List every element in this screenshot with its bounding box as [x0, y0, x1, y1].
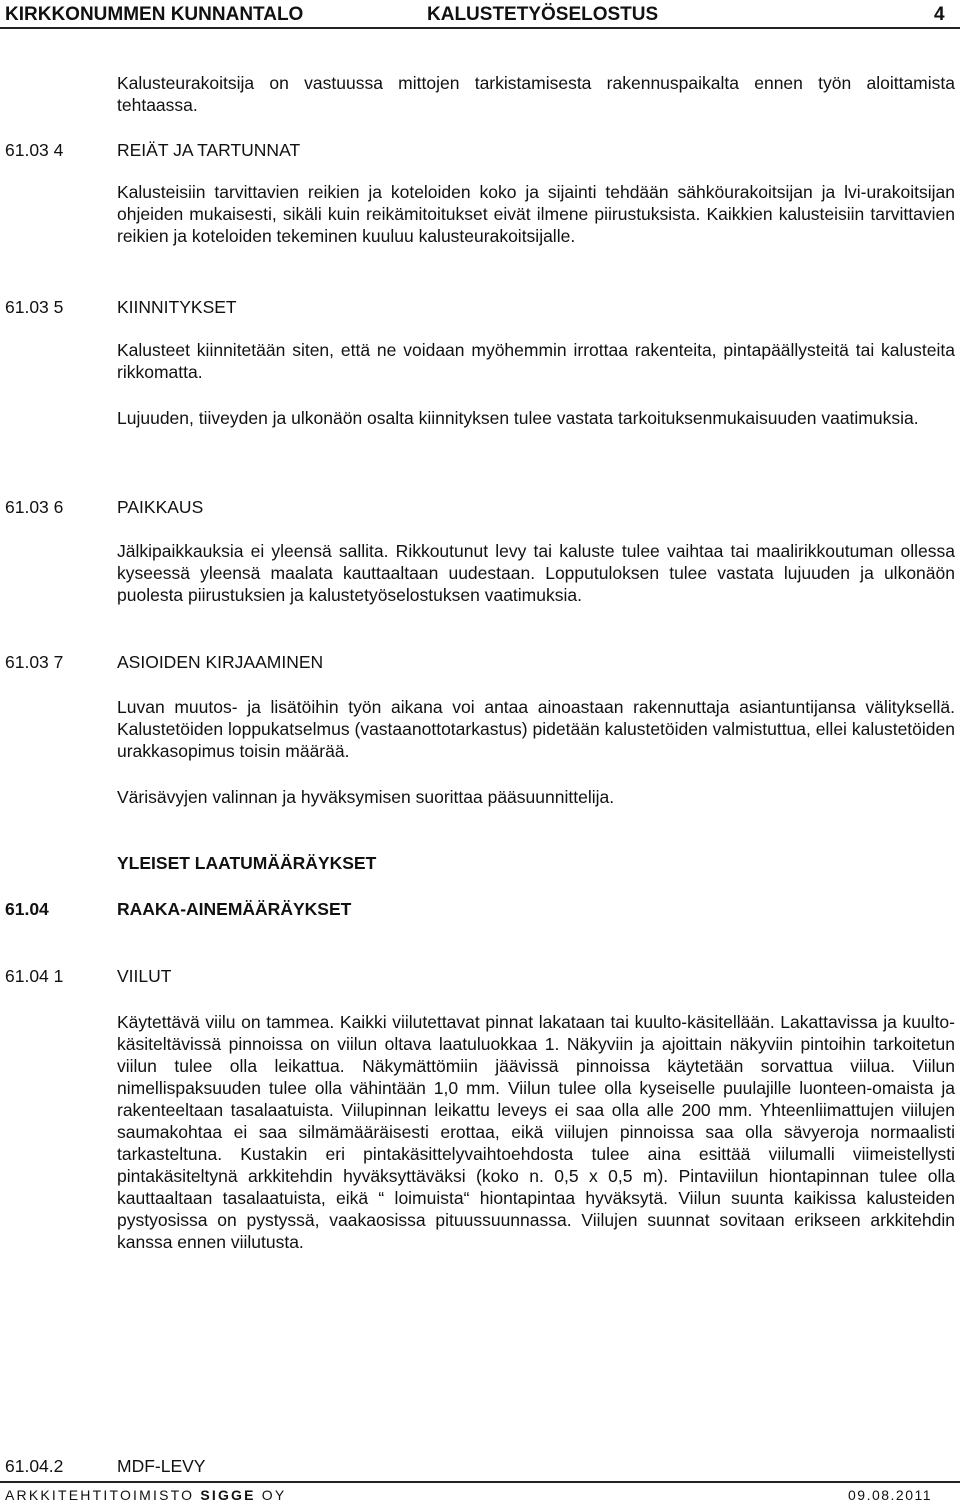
section-number: 61.03 5 — [5, 297, 64, 317]
footer-firm-name: SIGGE — [200, 1487, 256, 1503]
general-heading: YLEISET LAATUMÄÄRÄYKSET — [117, 853, 377, 873]
section-title: MDF-LEVY — [117, 1456, 206, 1476]
header-rule — [0, 27, 960, 29]
section-title: REIÄT JA TARTUNNAT — [117, 140, 301, 160]
section-paragraph: Kalusteisiin tarvittavien reikien ja koteloiden koko ja sijainti tehdään sähköurakoitsijan ja lvi-urakoitsijan ohjeiden mukaisesti, sikäli kuin reikämitoitukset eivät ilmene piirustuksista. Kaikkien kalusteisiin tarvittavien reikien ja koteloiden tekeminen kuuluu kalusteurakoitsijalle. — [117, 182, 955, 246]
section-title: PAIKKAUS — [117, 497, 204, 517]
section-paragraph: Kalusteet kiinnitetään siten, että ne voidaan myöhemmin irrottaa rakenteita, pintapäällysteitä tai kalusteita rikkomatta. — [117, 340, 955, 382]
section-number: 61.03 4 — [5, 140, 64, 160]
footer-rule — [0, 1481, 960, 1483]
section-paragraph: Lujuuden, tiiveyden ja ulkonäön osalta kiinnityksen tulee vastata tarkoituksenmukaisuuden vaatimuksia. — [117, 408, 919, 428]
intro-paragraph: Kalusteurakoitsija on vastuussa mittojen tarkistamisesta rakennuspaikalta ennen työn aloittamista tehtaassa. — [117, 73, 955, 115]
header-document-title: KALUSTETYÖSELOSTUS — [427, 4, 659, 25]
section-title: VIILUT — [117, 966, 172, 986]
footer-firm-prefix: ARKKITEHTITOIMISTO — [5, 1487, 201, 1503]
section-paragraph: Jälkipaikkauksia ei yleensä sallita. Rikkoutunut levy tai kaluste tulee vaihtaa tai maalirikkoutuman ollessa kyseessä yleensä maalata kauttaaltaan uudestaan. Lopputuloksen tulee vastata lujuuden ja ulkonäön puolesta piirustuksien ja kalustetyöselostuksen vaatimuksia. — [117, 541, 955, 605]
section-title: ASIOIDEN KIRJAAMINEN — [117, 652, 324, 672]
footer-date: 09.08.2011 — [848, 1487, 933, 1503]
section-number: 61.04 1 — [5, 966, 64, 986]
header-page-number: 4 — [934, 4, 945, 25]
chapter-title: RAAKA-AINEMÄÄRÄYKSET — [117, 899, 352, 919]
section-title: KIINNITYKSET — [117, 297, 237, 317]
section-paragraph: Käytettävä viilu on tammea. Kaikki viilutettavat pinnat lakataan tai kuulto-käsitellään. Lakattavissa ja kuulto-käsiteltävissä pinnoissa on viilun oltava laatuluokkaa 1. Näkyviin ja ajoittain näkyviin pintoihin tarkoitetun viilun tulee olla leikattua. Näkymättömiin jäävissä pinnoissa käytetään sorvattua viilua. Viilun nimellispaksuuden tulee olla vähintään 1,0 mm. Viilun tulee olla kyseiselle puulajille luonteen-omaista ja rakenteeltaan tasalaatuista. Viilupinnan leikattu leveys ei saa olla alle 200 mm. Yhteenliimattujen viilujen saumakohtaa ei saa silmämääräisesti erottaa, eikä viilujen pinnoissa saa olla sävyeroja normaalisti tarkasteltuna. Kustakin eri pintakäsittelyvaihtoehdosta tulee aina esittää viilumalli viimeistellysti pintakäsiteltynä arkkitehdin hyväksyttäväksi (koko n. 0,5 x 0,5 m). Pintaviilun hiontapinnan tulee olla kauttaaltaan tasalaatuista, eikä “ loimuista“ hiontapintaa hyväksytä. Viilun suunta kaikissa kalusteiden pystyosissa on pystyssä, vaakaosissa pituussuunnassa. Viilujen suunnat sovitaan erikseen arkkitehdin kanssa ennen viilutusta. — [117, 1012, 955, 1252]
header-project: KIRKKONUMMEN KUNNANTALO — [5, 4, 304, 25]
section-number: 61.03 6 — [5, 497, 64, 517]
section-paragraph: Värisävyjen valinnan ja hyväksymisen suorittaa pääsuunnittelija. — [117, 787, 615, 807]
section-number: 61.03 7 — [5, 652, 64, 672]
chapter-number: 61.04 — [5, 899, 49, 919]
footer-firm-suffix: OY — [255, 1487, 287, 1503]
section-paragraph: Luvan muutos- ja lisätöihin työn aikana voi antaa ainoastaan rakennuttaja asiantuntijansa välityksellä. Kalustetöiden loppukatselmus (vastaanottotarkastus) pidetään kalustetöiden valmistuttua, ellei kalustetöiden urakkasopimus toisin määrää. — [117, 697, 955, 761]
section-number: 61.04.2 — [5, 1456, 64, 1476]
footer-firm — [5, 1487, 286, 1503]
